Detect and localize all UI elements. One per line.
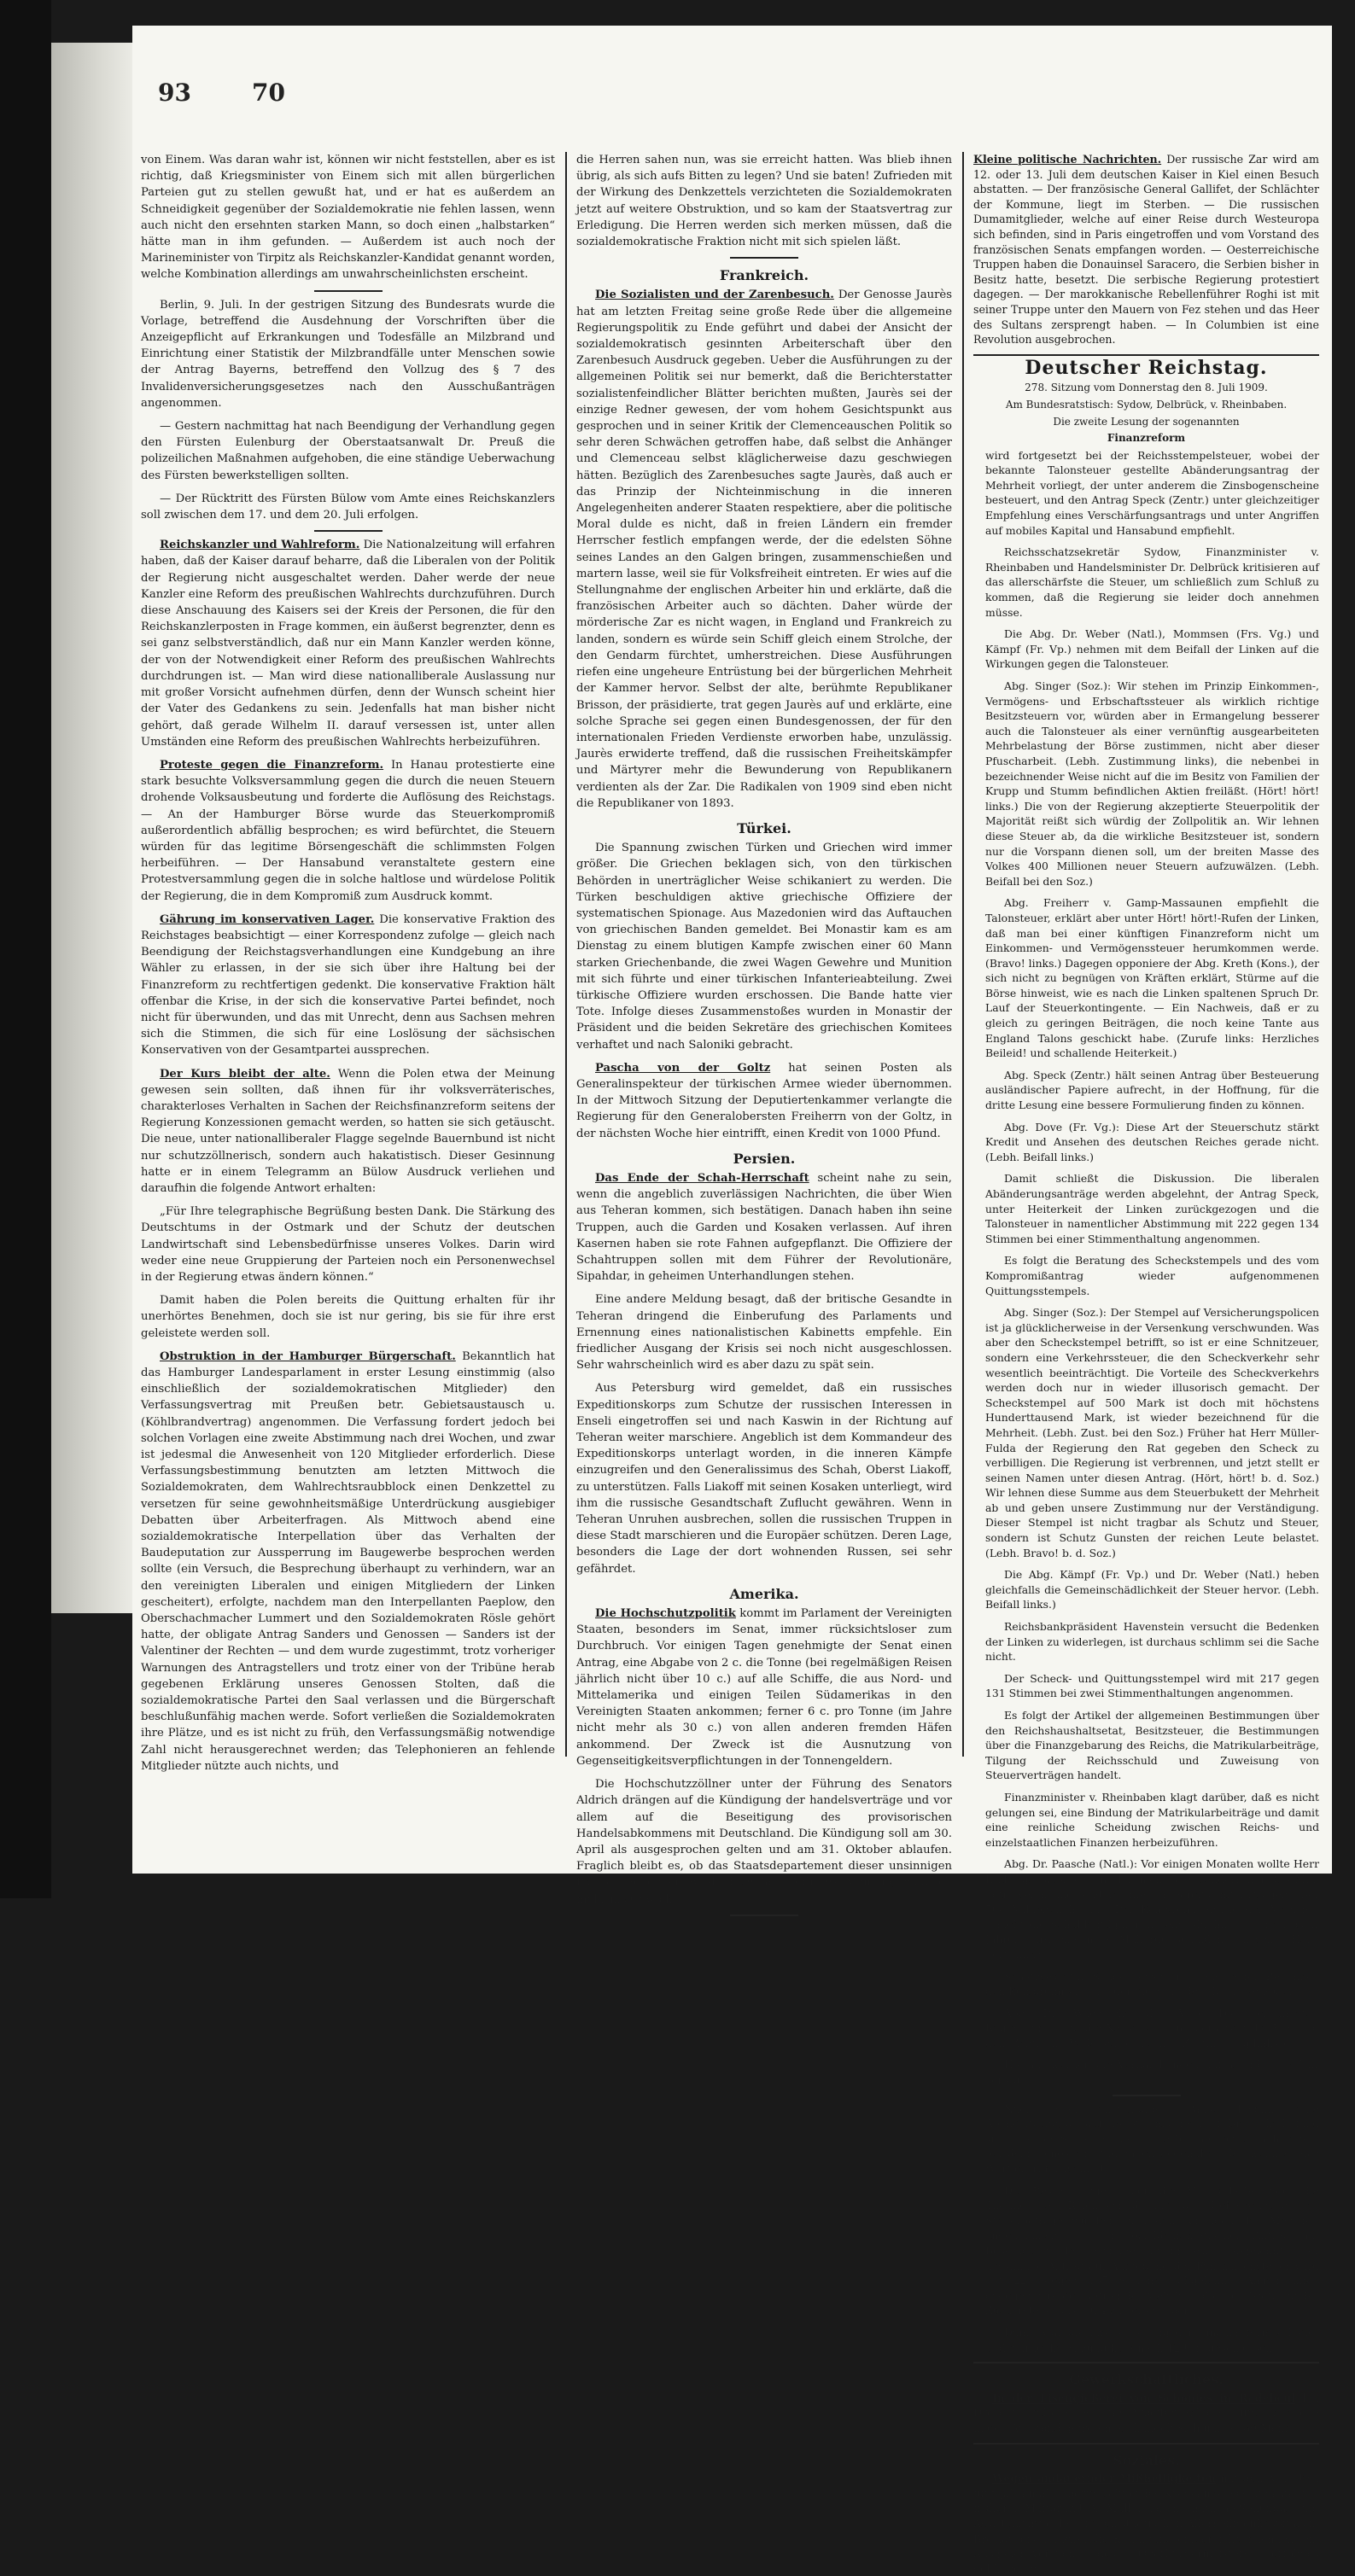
paragraph: wird fortgesetzt bei der Reichsstempelsteuer, wobei der bekannte Talonsteuer gestellte Abänderungsantrag der Mehrheit vorliegt, der unter anderem die Zinsbogenscheine besteuert, und den Antrag Speck (Zentr.) unter gleichzeitiger Empfehlung eines Verschärfungsantrags und unter Angriffen auf mobiles Kapital und Hansabund empfiehlt. <box>985 448 1319 537</box>
column-rule <box>962 152 964 1757</box>
article-hochschutz: Die Hochschutzpolitik kommt im Parlament der Vereinigten Staaten, besonders im Senat, immer rücksichtsloser zum Durchbruch. Vor einigen Tagen genehmigte der Senat einen Antrag, eine Abgabe von 2 c. die Tonne (bei regelmäßigen Reisen jährlich nicht über 10 c.) auf alle Schiffe, die aus Nord- und Mittelamerika und einigen Teilen Südamerikas in den Vereinigten Staaten ankommen; ferner 6 c. pro Tonne (im Jahre nicht mehr als 30 c.) von allen anderen fremden Häfen ankommend. Der Zweck ist die Ausnutzung von Gegenseitigkeitsverpflichtungen in der Tonnengeldern. <box>576 1607 952 1768</box>
article-heading: Kleine politische Nachrichten. <box>973 153 1162 166</box>
paragraph: Es folgt die Beratung des Scheckstempels und des vom Kompromißantrag wieder aufgenommenen Quittungsstempels. <box>985 1254 1319 1297</box>
article-heading: Das Ende der Schah-Herrschaft <box>595 1171 809 1185</box>
paragraph: von Einem. Was daran wahr ist, können wir nicht feststellen, aber es ist richtig, daß Kriegsminister von Einem sich mit allen bürgerlichen Parteien gut zu stellen gewußt hat, und er hat es außerdem an Schneidigkeit gegenüber der Sozialdemokratie nie fehlen lassen, wenn auch nicht den ersehnten starken Mann, so doch einen „halbstarken“ hätte man in ihm gefunden. — Außerdem ist auch noch der Marineminister von Tirpitz als Reichskanzler-Kandidat genannt worden, welche Kombination allerdings am unwahrscheinlichsten erscheint. <box>141 154 555 282</box>
article-schah: Das Ende der Schah-Herrschaft scheint nahe zu sein, wenn die angeblich zuverlässigen Nachrichten, die über Wien aus Teheran kommen, sich bestätigen. Danach haben ihn seine Truppen, auch die Garden und Kosaken verlassen. Auf ihren Kasernen haben sie rote Fahnen aufgepflanzt. Die Offiziere der Schahtruppen sollen mit dem Führer der Revolutionäre, Sipahdar, in geheimen Unterhandlungen stehen. <box>576 1171 952 1284</box>
column-3 <box>973 152 1319 2575</box>
article-heading: Reichskanzler und Wahlreform. <box>160 539 360 552</box>
column-2 <box>576 152 953 1906</box>
section-title-persien: Persien. <box>733 1150 796 1167</box>
paragraph: die Herren sahen nun, was sie erreicht hatten. Was blieb ihnen übrig, als sich aufs Bitten zu legen? Und sie baten! Zufrieden mit der Wirkung des Denkzettels verzichteten die Sozialdemokraten jetzt auf weitere Obstruktion, und so kam der Staatsvertrag zur Erledigung. Die Herren werden sich merken müssen, daß die sozialdemokratische Fraktion nicht mit sich spielen läßt. <box>576 154 952 249</box>
paragraph: Der Scheck- und Quittungsstempel wird mit 217 gegen 131 Stimmen bei zwei Stimmenthaltungen angenommen. <box>985 1671 1319 1700</box>
article-heading: Die Hochschutzpolitik <box>595 1607 736 1621</box>
article-eisengiesserei: In der Eisengießerei von Schönies in Radebeul bei Dresden sind die gesamten Arbeiter, Schlosser und Schmiede in den Ausstand getreten; es handelt sich um ca. 80 Mann. <box>973 2391 1319 2434</box>
article-heading: Proteste gegen die Finanzreform. <box>160 758 384 772</box>
quote: „Für Ihre telegraphische Begrüßung besten Dank. Die Stärkung des Deutschtums in der Ostmark und der Schutz der deutschen Landwirtschaft sind Lebensbedürfnisse unseres Volkes. Darin wird weder eine neue Gruppierung der Parteien noch ein Personenwechsel in der Regierung etwas ändern können.“ <box>141 1205 555 1284</box>
article-heading: Wegen andauernder Mißhelligkeiten <box>992 2472 1217 2486</box>
article-proteste: Proteste gegen die Finanzreform. In Hanau protestierte eine stark besuchte Volksversammlung gegen die durch die neuen Steuern drohende Volksausbeutung und forderte die Auflösung des Reichstags. — An der Hamburger Börse wurde das Steuerkompromiß außerordentlich abfällig besprochen; es wird befürchtet, die Steuern würden für das legitime Börsengeschäft die schlimmsten Folgen herbeiführen. — Der Hansabund veranstaltete gestern eine Protestversammlung gegen die in solche haltlose und würdelose Politik der Regierung, die in dem Kompromiß zum Ausdruck kommt. <box>141 758 555 903</box>
article-heading: In der Eisengießerei von Schönies in Radebeul <box>992 2391 1296 2404</box>
divider <box>730 1915 798 1916</box>
paragraph: Aus Petersburg wird gemeldet, daß ein russisches Expeditionskorps zum Schutze der russischen Interessen in Enseli eingetroffen sei und nach Kaswin in der Richtung auf Teheran weiter marschiere. Angeblich ist dem Kommandeur des Expeditionskorps unterlagt worden, in die inneren Kämpfe einzugreifen und den Generalissimus des Schah, Oberst Liakoff, zu unterstützen. Falls Liakoff mit seinen Kosaken unterliegt, wird ihm die russische Gesandtschaft Zuflucht gewähren. Wenn in Teheran Unruhen ausbrechen, sollen die russischen Truppen in diese Stadt marschieren und die Europäer schützen. Deren Lage, besonders die Lage der dort wohnenden Russen, sei sehr gefährdet. <box>576 1382 952 1576</box>
article-heading: Die Sozialisten und der Zarenbesuch. <box>595 288 834 302</box>
paragraph: Damit haben die Polen bereits die Quittung erhalten für ihr unerhörtes Benehmen, doch sie ist nur gering, bis sie für ihre erst geleistete werden soll. <box>141 1294 555 1340</box>
paragraph: Nach einer einstündigen Pause begann eine Abendsitzung, die äußerst stürmisch verlief. Die Linke befand sich in einer Situation, die sie so beinahe ohne nach sehen, bei dem Genossen Stadthagen gegenüber, der wenn er das Wort ergriff, rüpelhaft. <box>985 2101 1319 2176</box>
paragraph: Die Bestimmungen über die Matrikularbeiträge, die Tilgung der Reichsschuld und die Ueberweisung von Steuerbeträge wurden nach den Anträgen der Mehrheit angenommen. — Ein sozialdemokratischer Antrag auf Beseitigung der Schuldentilgung wird abgelehnt. Der freisinnige Antrag auf Aufhebung der Fahrkartensteuer wird mit 223 gegen 137 Stimmen abgelehnt. Angenommen dagegen wird der Antrag der Mehrheit, die Herabsetzung der Zuckersteuer bis 1914 zu verschieben. <box>985 2183 1319 2317</box>
paragraph: Abg. Dr. Paasche (Natl.): Vor einigen Monaten wollte Herr Erzberger ausrechnen, daß nicht 500, sondern nur 300 Mill. nötig seien und jetzt rechnet er bereits mit Erträgen über 500 Millionen heraus. Der Kompromißantrag der Mehrheit schiebt die Schuldentilgung um ein Jahr hinaus. In ein paar Jahren wird eine neue Milliarde Schulden voll sein. (Hört, hört! links.) <box>985 1857 1319 1961</box>
paragraph: Abg. Freiherr v. Gamp-Massaunen empfiehlt die Talonsteuer, erklärt aber unter Hört! hört!-Rufen der Linken, daß man bei einer künftigen Finanzreform nicht um Einkommen- und Vermögenssteuer herumkommen werde. (Bravo! links.) Dagegen opponiere der Abg. Kreth (Kons.), der sich nicht zu begnügen von Kräften erklärt, Stürme auf die Börse hinweist, wie es nach die Linken spaltenen Spruch Dr. Lauf der Steuerkontingente. — Ein Nachweis, daß er zu gleich zu geringen Beiträgen, die noch keine Tante aus England Talons geschickt habe. (Zurufe links: Herzliches Beileid! und schallende Heiterkeit.) <box>985 896 1319 1060</box>
article-goltz: Pascha von der Goltz hat seinen Posten als Generalinspekteur der türkischen Armee wieder übernommen. In der Mittwoch Sitzung der Deputiertenkammer verlangte die Regierung für den Generalobersten Freiherrn von der Goltz, in der nächsten Woche hier eintrifft, einen Kredit von 1000 Pfund. <box>576 1061 952 1140</box>
paragraph: Hierauf werden die Verhandlungen auf abends 8 ½ Uhr vertagt. <box>985 2058 1319 2087</box>
divider <box>314 290 383 292</box>
article-kurs: Der Kurs bleibt der alte. Wenn die Polen etwa der Meinung gewesen sein sollten, daß ihnen für ihr volksverräterisches, charakterloses Verhalten in Sachen der Reichsfinanzreform seitens der Regierung Konzessionen gemacht werden, so hatten sie sich getäuscht. Die neue, unter nationalliberaler Flagge segelnde Bauernbund ist nicht nur schutzzöllnerisch, sondern auch hakatistisch. Dieser Gesinnung hatte er in einem Telegramm an Bülow Ausdruck verliehen und daraufhin die folgende Antwort erhalten: <box>141 1067 555 1195</box>
bundesrat-line: Am Bundesratstisch: Sydow, Delbrück, v. Rheinbaben. <box>1005 398 1288 411</box>
finanzreform-line: Finanzreform <box>1107 432 1186 445</box>
paragraph: Berlin, 9. Juli. In der gestrigen Sitzung des Bundesrats wurde die Vorlage, betreffend die Ausdehnung der Vorschriften über die Anzeigepflicht auf Erkrankungen und Todesfälle an Milzbrand und Einrichtung einer Statistik der Milzbrandfälle unter Menschen sowie der Antrag Bayerns, betreffend den Vollzug des § 7 des Invalidenversicherungsgesetzes nach den Ausschußanträgen angenommen. <box>141 298 555 410</box>
article-heading: Der Kurs bleibt der alte. <box>160 1067 330 1081</box>
section-title-amerika: Amerika. <box>729 1585 799 1602</box>
paragraph: Die Spannung zwischen Türken und Griechen wird immer größer. Die Griechen beklagen sich, von den türkischen Behörden in unerträglicher Weise schikaniert zu werden. Die Türken beschuldigen aktive griechische Offiziere der systematischen Spionage. Aus Mazedonien wird das Auftauchen von griechischen Banden gemeldet. Bei Monastir kam es am Dienstag zu einem blutigen Kampfe zwischen einer 60 Mann starken Griechenbande, die zwei Wagen Gewehre und Munition mit sich führte und einer türkischen Infanterieabteilung. Zwei türkische Offiziere wurden erschossen. Die Bande hatte vier Tote. Infolge dieses Zusammenstoßes wurden in Monastir der Präsident und die beiden Sekretäre des griechischen Komitees verhaftet und nach Saloniki gebracht. <box>576 842 952 1052</box>
paragraph: Abg. Dove (Fr. Vg.): Diese Art der Steuerschutz stärkt Kredit und Ansehen des deutschen Reiches gerade nicht. (Lebh. Beifall links.) <box>985 1120 1319 1163</box>
paragraph: Die Hochschutzzöllner unter der Führung des Senators Aldrich drängen auf die Kündigung der handelsverträge und vor allem auf die Beseitigung des provisorischen Handelsabkommens mit Deutschland. Die Kündigung soll am 30. April als ausgesprochen gelten und am 31. Oktober ablaufen. Fraglich bleibt es, ob das Staatsdepartement dieser unsinnigen Politik nachgeben wird, doch fällt Aldrichs Meinung plötzlich mehr ins Gewicht. <box>576 1778 952 1906</box>
column-rule <box>565 152 567 1757</box>
section-title-tuerkei: Türkei. <box>737 819 791 836</box>
divider <box>973 354 1319 356</box>
article-zarenbesuch: Die Sozialisten und der Zarenbesuch. Der Genosse Jaurès hat am letzten Freitag seine große Rede über die allgemeine Regierungspolitik zu Ende geführt und dabei der Ansicht der sozialdemokratisch gesinnten Arbeiterschaft über den Zarenbesuch Ausdruck gegeben. Ueber die Ausführungen zu der allgemeinen Politik sei nur bemerkt, daß die Berichterstatter sozialistenfeindlicher Blätter berichten mußten, Jaurès sei der einzige Redner gewesen, der vom hohem Gesichtspunkt aus gesprochen und in seiner Kritik der Clemenceauschen Politik so sehr deren Schwächen getroffen habe, daß selbst die Anhänger und Clemenceau selbst kläglicherweise dazu geschwiegen hätten. Bezüglich des Zarenbesuches sagte Jaurès, daß auch er das Prinzip der Nichteinmischung in die inneren Angelegenheiten anderer Staaten respektiere, aber die politische Moral dulde es nicht, daß in freien Ländern ein fremder Herrscher festlich empfangen werde, der die edelsten Söhne seines Landes an den Galgen bringen, zusammenschießen und martern lasse, weil sie für Volksfreiheit eintreten. Er wies auf die Stellungnahme der englischen Arbeiter hin und erklärte, daß die französischen Arbeiter auch so dächten. Daher würde der mörderische Zar es nicht wagen, in England und Frankreich zu landen, sondern es würde sein Schiff gleich einem Strolche, der den Gendarm fürchtet, umherstreichen. Diese Ausführungen riefen eine ungeheure Entrüstung bei der bürgerlichen Mehrheit der Kammer hervor. Selbst der alte, berühmte Republikaner Brisson, der präsidierte, trat gegen Jaurès auf und erklärte, eine solche Sprache sei gegen einen Bundesgenossen, der für den internationalen Frieden Verdienste erworben habe, unzulässig. Jaurès erwiderte treffend, daß die russischen Freiheitskämpfer und Märtyrer mehr die Bewunderung von Republikanern verdienten als der Zar. Die Radikalen von 1909 sind eben nicht die Republikaner von 1893. <box>576 288 953 810</box>
paragraph: Abg. Singer (Soz.): Wir stehen im Prinzip Einkommen-, Vermögens- und Erbschaftssteuer als wirklich richtige Besitzsteuern vor, würden aber in Ermangelung besserer auch die Talonsteuer als einer vernünftig ausgearbeiteten Mehrbelastung der Börse zustimmen, nicht aber dieser Pfuscharbeit. (Lebh. Zustimmung links), die nebenbei in bezeichnender Weise nicht auf die im Besitz von Familien der Krupp und Stumm befindlichen Aktien freiläßt. (Hört! hört! links.) Die von der Regierung akzeptierte Steuerpolitik der Majorität reißt sich würdig der Zollpolitik an. Wir lehnen diese Steuer ab, da die wirkliche Besitzsteuer ist, sondern nur die Vorspann dienen soll, um der breiten Masse des Volkes 400 Millionen neuer Steuern aufzuwälzen. (Lebh. Beifall bei den Soz.) <box>985 679 1319 888</box>
page-number-old: 93 <box>158 79 191 107</box>
divider <box>973 2362 1319 2363</box>
section-title-gewerkschaftliches: Gewerkschaftliches. <box>1069 2371 1224 2388</box>
divider <box>1113 2095 1181 2096</box>
section-title-frankreich: Frankreich. <box>719 267 809 284</box>
article-missheligkeiten: Wegen andauernder Mißhelligkeiten mit dem vor etwa fünf Jahren als Oberinspektor des Krankenhauses angestellten früheren Militärarzt Dr. Müller haben sämtliche Sekundär- und Assistenzärzte des großen städtischen Allerheiligenhospitals in Breslau bis auf zwei die Kündigung eingereicht, nachdem ein Ausgleichsversuch des Oberbürgermeisters erfolglos geblieben war. <box>973 2472 1319 2575</box>
paragraph: — Der Rücktritt des Fürsten Bülow vom Amte eines Reichskanzlers soll zwischen dem 17. und dem 20. Juli erfolgen. <box>141 492 555 522</box>
paragraph: Reichsbankpräsident Havenstein versucht die Bedenken der Linken zu widerlegen, ist durchaus schlimm sei die Sache nicht. <box>985 1620 1319 1664</box>
article-reichskanzler: Reichskanzler und Wahlreform. Die Nationalzeitung will erfahren haben, daß der Kaiser darauf beharre, daß die Liberalen von der Politik der Regierung nicht ausgeschaltet werden. Daher werde der neue Kanzler eine Reform des preußischen Wahlrechts durchzuführen. Durch diese Anschauung des Kaisers sei der Kreis der Personen, die für den Reichskanzlerposten in Frage kommen, ein äußerst begrenzter, denn es sei ganz selbstverständlich, daß nur ein Mann Kanzler werden könne, der von der Notwendigkeit einer Reform des preußischen Wahlrechts durchdrungen ist. — Man wird diese nationalliberale Auslassung nur mit großer Vorsicht aufnehmen dürfen, denn der Wunsch scheint hier der Vater des Gedankens zu sein. Jedenfalls hat man bisher nicht gehört, daß gerade Wilhelm II. darauf versessen ist, unter allen Umständen eine Reform des preußischen Wahlrechts herbeizuführen. <box>141 539 556 749</box>
article-kleine-nachrichten: Kleine politische Nachrichten. Der russische Zar wird am 12. oder 13. Juli dem deutschen Kaiser in Kiel einen Besuch abstatten. — Der französische General Gallifet, der Schlächter der Kommune, liegt im Sterben. — Die russischen Dumamitglieder, welche auf einer Reise durch Westeuropa sich befinden, sind in Paris eingetroffen und vom Vorstand des französischen Senats empfangen worden. — Oesterreichische Truppen haben die Donauinsel Saracero, die Serbien bisher in Besitz hatte, besetzt. Die serbische Regierung protestiert dagegen. — Der marokkanische Rebellenführer Roghi ist mit seiner Truppe unter den Mauern von Fez stehen und das Heer des Sultans zersprengt haben. — In Columbien ist eine Revolution ausgebrochen. <box>973 153 1319 347</box>
scan-background <box>0 0 51 1898</box>
paragraph: — Gestern nachmittag hat nach Beendigung der Verhandlung gegen den Fürsten Eulenburg der Oberstaatsanwalt Dr. Preuß die polizeilichen Maßnahmen aufgehoben, die eine ständige Ueberwachung des Fürsten bewerkstelligen sollten. <box>141 420 555 482</box>
paragraph: Reichsschatzsekretär Sydow, Finanzminister v. Rheinbaben und Handelsminister Dr. Delbrück kritisieren auf das allerschärfste die Steuer, um schließlich zum Schluß zu kommen, daß die Regierung sie leider doch annehmen müsse. <box>985 545 1319 619</box>
book-binding <box>51 43 132 1613</box>
paragraph: Es folgt der Artikel der allgemeinen Bestimmungen über den Reichshaushaltsetat, Besitzsteuer, die Bestimmungen über die Finanzgebarung des Reichs, die Matrikularbeiträge, Tilgung der Reichsschuld und Zuweisung von Steuerverträgen handelt. <box>985 1709 1319 1782</box>
paragraph: Eine andere Meldung besagt, daß der britische Gesandte in Teheran dringend die Einberufung des Parlaments und Ernennung eines nationalistischen Kabinetts empfehle. Ein friedlicher Ausgang der Krisis sei noch nicht ausgeschlossen. Sehr wahrscheinlich wird es aber dazu zu spät sein. <box>576 1293 952 1373</box>
paragraph: Die Abg. Dr. Weber (Natl.), Mommsen (Frs. Vg.) und Kämpf (Fr. Vp.) nehmen mit dem Beifall der Linken auf die Wirkungen gegen die Talonsteuer. <box>985 627 1319 671</box>
article-heading: Gährung im konservativen Lager. <box>160 912 375 926</box>
divider <box>730 257 798 259</box>
article-obstruktion: Obstruktion in der Hamburger Bürgerschaft. Bekanntlich hat das Hamburger Landesparlament in erster Lesung einstimmig (also einschließlich der sozialdemokratischen Mitglieder) den Verfassungsvertrag mit Preußen betr. Gebietsaustausch u. (Köhlbrandvertrag) angenommen. Die Verfassung fordert jedoch bei solchen Vorlagen eine zweite Abstimmung nach drei Wochen, und zwar ist jedesmal die Anwesenheit von 120 Mitglieder erforderlich. Diese Verfassungsbestimmung benutzten am letzten Mittwoch die Sozialdemokraten, dem Wahlrechtsraubblock einen Denkzettel zu versetzen für seine gewohnheitsmäßige Unterdrückung ausgiebiger Debatten über Arbeiterfragen. Als Mittwoch abend eine sozialdemokratische Interpellation über das Verhalten der Baudeputation zur Aussperrung im Baugewerbe besprochen werden sollte (ein Versuch, die Besprechung überhaupt zu verhindern, war an den vereinigten Liberalen und einigen Mitgliedern der Linken gescheitert), erfolgte, nachdem man den Interpellanten Paeplow, den Oberschachmacher Lummert und den Sozialdemokraten Rösle gehört hatte, der obligate Antrag Sanders und Genossen — Sanders ist der Valentiner der Rechten — und dem wurde zugestimmt, trotz vorheriger Warnungen des Antragstellers und trotz einer von der Tribüne herab gegebenen Erklärung unseres Genossen Stolten, daß die sozialdemokratische Partei den Saal verlassen und die Bürgerschaft beschlußunfähig machen werde. Sofort verließen die Sozialdemokraten ihre Plätze, und es ist nicht zu früh, den Verfassungsmäßig notwendige Zahl nicht herausgerechnet werden; das Telephonieren an fehlende Mitglieder nützte auch nichts, und <box>141 1349 555 1773</box>
paragraph: Finanzminister v. Rheinbaben klagt darüber, daß es nicht gelungen sei, eine Bindung der Matrikularbeiträge und damit eine reinliche Scheidung zwischen Reichs- und einzelstaatlichen Finanzen herbeizuführen. <box>985 1790 1319 1849</box>
paragraph: Abg. Singer (Soz.): Der Stempel auf Versicherungspolicen ist ja glücklicherweise in der Versenkung verschwunden. Was aber den Scheckstempel betrifft, so ist er eine Schnitzeuer, sondern eine Verkehrssteuer, die den Scheckverkehr sehr wesentlich beeinträchtigt. Die Vorteile des Scheckverkehrs werden doch nur in wieder illusorisch gemacht. Der Scheckstempel auf 500 Mark ist doch mit höchstens Hunderttausend Mark, ist wieder bezeichnend für die Mehrheit. (Lebh. Zust. bei den Soz.) Früher hat Herr Müller-Fulda der Regierung den Rat gegeben den Scheck zu verbilligen. Die Regierung ist verbrennen, und jetzt stellt er seinen Namen unter diesen Antrag. (Hört, hört! b. d. Soz.) Wir lehnen diese Summe aus dem Steuerbukett der Mehrheit ab und geben unsere Zustimmung nur der Verständigung. Dieser Stempel ist nicht tragbar als Schutz und Steuer, sondern ist Schutz Gunsten der reichen Leute belastet. (Lebh. Bravo! b. d. Soz.) <box>985 1306 1319 1559</box>
reading-line: Die zweite Lesung der sogenannten <box>1053 415 1240 428</box>
section-title-soziales: Soziales. <box>1113 2451 1180 2468</box>
divider <box>973 2443 1319 2445</box>
article-heading: Obstruktion in der Hamburger Bürgerschaft. <box>160 1349 456 1363</box>
paragraph: Die Abg. Kämpf (Fr. Vp.) und Dr. Weber (Natl.) heben gleichfalls die Gemeinschädlichkeit der Steuer hervor. (Lebh. Beifall links.) <box>985 1568 1319 1611</box>
paragraph: Abg. Speck (Zentr.) hält seinen Antrag über Besteuerung ausländischer Papiere aufrecht, in der Hoffnung, für die dritte Lesung eine bessere Formulierung finden zu können. <box>985 1068 1319 1112</box>
page-number: 70 <box>252 79 285 107</box>
divider <box>314 530 383 532</box>
newspaper-page <box>132 26 1332 2575</box>
paragraph: Schatzsekretär Sydow accepiert trotz seiner Bedenken den Kompromißantrag, der die Schuldentilgung verzögert. <box>985 1969 1319 1998</box>
section-title-reichstag: Deutscher Reichstag. <box>1025 356 1268 379</box>
paragraph: Damit war die zweite Lesung der Finanzreform erledigt und wurde die Sitzung kurz nach 12 Uhr geschlossen. <box>985 2325 1319 2354</box>
paragraph: Damit schließt die Diskussion. Die liberalen Abänderungsanträge werden abgelehnt, der Antrag Speck, unter Heiterkeit der Linken zurückgezogen und die Talonsteuer in namentlicher Abstimmung mit 222 gegen 134 Stimmen bei einer Stimmenthaltung angenommen. <box>985 1172 1319 1245</box>
paragraph: Abg. Dr. Wachnicke (Fr. Vg.): Die verbündeten Regierungen und die Konservativen überlassen die Führung dem Zentrum. (Widerspruch rechts, Zustimmung links.) <box>985 2006 1319 2049</box>
column-1 <box>141 152 556 1773</box>
article-gaehrung: Gährung im konservativen Lager. Die konservative Fraktion des Reichstages beabsichtigt — einer Korrespondenz zufolge — gleich nach Beendigung der Reichstagsverhandlungen eine Kundgebung an ihre Wähler zu erlassen, in der sie sich über ihre Haltung bei der Finanzreform zu rechtfertigen gedenkt. Die konservative Fraktion hält offenbar die Krise, in der sich die konservative Partei befindet, noch nicht für überwunden, und das mit Unrecht, denn aus Sachsen mehren sich die Stimmen, die sich für eine Loslösung der sächsischen Konservativen von der Gesamtpartei aussprechen. <box>141 912 556 1058</box>
article-heading: Pascha von der Goltz <box>595 1061 771 1075</box>
session-line: 278. Sitzung vom Donnerstag den 8. Juli 1909. <box>1025 382 1268 394</box>
